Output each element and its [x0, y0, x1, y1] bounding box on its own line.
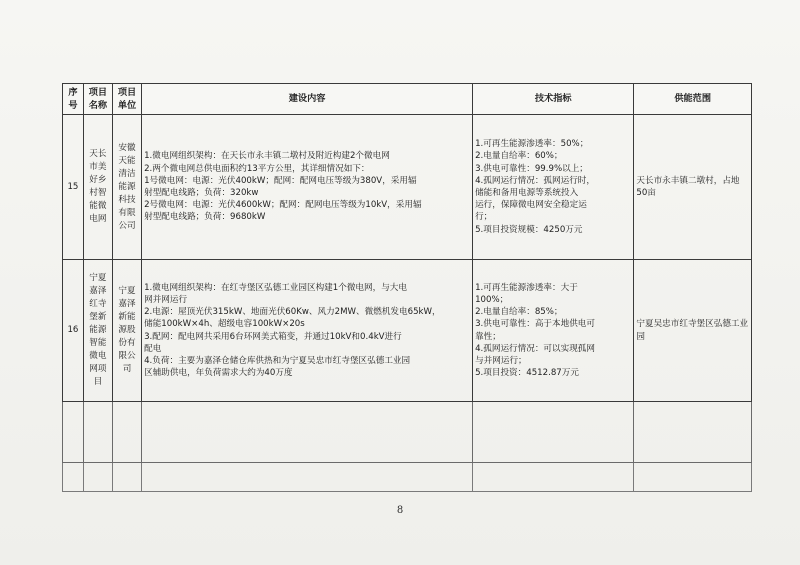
- row-project-unit: 宁夏嘉泽新能源股份有限公司: [112, 260, 141, 402]
- row-content: [142, 260, 473, 402]
- header-name: 项目名称: [83, 84, 112, 115]
- tech-line: 4.孤网运行情况：可以实现孤网: [475, 343, 595, 354]
- tech-line: 5.项目投资：4512.87万元: [475, 368, 579, 379]
- content-line: 区辅助供电，年负荷需求大约为40万度: [144, 368, 293, 379]
- row-project-unit: 安徽天能清洁能源科技有限公司: [112, 115, 141, 260]
- content-line: 2.电源：屋顶光伏315kW、地面光伏60Kw、风力2MW、微燃机发电65kW，: [144, 307, 441, 318]
- row-project-name: 天长市美好乡村智能微电网: [83, 115, 112, 260]
- project-table: [62, 83, 752, 492]
- tech-line: 与并网运行；: [475, 355, 527, 366]
- content-line: 2.两个微电网总供电面积约13平方公里，其详细情况如下：: [144, 163, 370, 174]
- tech-line: 储能和备用电源等系统投入: [475, 188, 579, 198]
- row-content: [142, 115, 473, 260]
- content-line: 2号微电网：电源：光伏4600kW；配网：配网电压等级为10kV，采用辐: [144, 200, 422, 211]
- tech-line: 行；: [475, 212, 493, 223]
- content-line: 3.配网：配电网共采用6台环网美式箱变，并通过10kV和0.4kV进行: [144, 331, 402, 342]
- row-scope: 天长市永丰镇二墩村，占地50亩: [634, 115, 752, 260]
- row-project-name: 宁夏嘉泽红寺堡新能源智能微电网项目: [83, 260, 112, 402]
- row-seq: 16: [63, 260, 84, 402]
- content-line: 1.微电网组织架构：在红寺堡区弘德工业园区构建1个微电网，与大电: [144, 282, 407, 293]
- content-line: 配电: [144, 343, 162, 354]
- tech-line: 1.可再生能源渗透率：50%；: [475, 139, 589, 150]
- content-line: 射型配电线路；负荷：9680kW: [144, 212, 266, 223]
- header-content: 建设内容: [142, 84, 473, 115]
- tech-line: 1.可再生能源渗透率：大于: [475, 282, 578, 293]
- tech-line: 2.电量自给率：60%；: [475, 151, 563, 162]
- row-tech: [473, 115, 634, 260]
- faded-row: [63, 402, 752, 463]
- table-header-row: [63, 84, 752, 115]
- tech-line: 5.项目投资规模：4250万元: [475, 224, 583, 235]
- content-line: 储能100kW×4h、超级电容100kW×20s: [144, 319, 305, 330]
- content-line: 4.负荷：主要为嘉泽仓储仓库供热和为宁夏吴忠市红寺堡区弘德工业园: [144, 355, 411, 366]
- table-row: [63, 115, 752, 260]
- row-scope: 宁夏吴忠市红寺堡区弘德工业园: [634, 260, 752, 402]
- header-unit: 项目单位: [112, 84, 141, 115]
- tech-line: 3.供电可靠性：99.9%以上；: [475, 163, 588, 174]
- tech-line: 运行，保障微电网安全稳定运: [475, 200, 587, 211]
- tech-line: 3.供电可靠性：高于本地供电可: [475, 319, 595, 330]
- tech-line: 100%；: [475, 294, 509, 305]
- tech-line: 2.电量自给率：85%；: [475, 307, 563, 318]
- row-tech: [473, 260, 634, 402]
- page-number: 8: [396, 505, 404, 516]
- table-row: [63, 260, 752, 402]
- content-line: 1号微电网：电源：光伏400kW；配网：配网电压等级为380V，采用辐: [144, 175, 417, 186]
- header-seq: 序号: [63, 84, 84, 115]
- content-line: 1.微电网组织架构：在天长市永丰镇二墩村及附近构建2个微电网: [144, 151, 390, 162]
- content-line: 网并网运行: [144, 294, 188, 305]
- header-scope: 供能范围: [634, 84, 752, 115]
- row-seq: 15: [63, 115, 84, 260]
- tech-line: 4.孤网运行情况：孤网运行时，: [475, 175, 595, 186]
- faded-row: [63, 463, 752, 492]
- header-tech: 技术指标: [473, 84, 634, 115]
- content-line: 射型配电线路；负荷：320kw: [144, 188, 259, 198]
- tech-line: 靠性；: [475, 331, 501, 342]
